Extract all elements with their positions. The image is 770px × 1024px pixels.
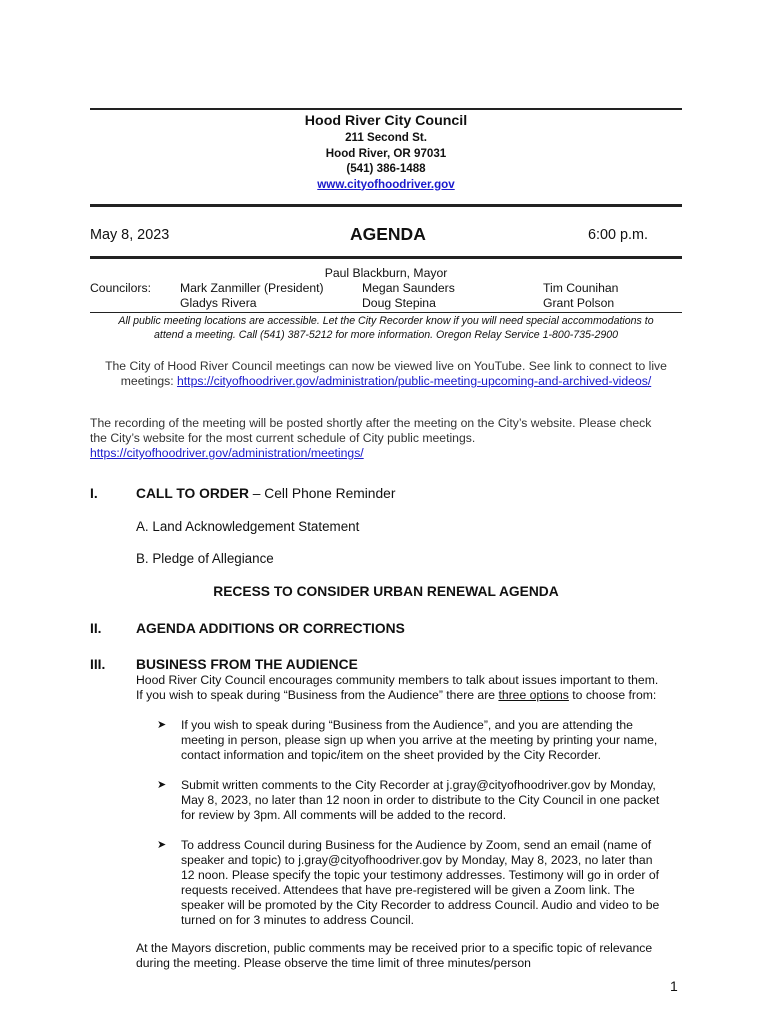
bullet-line: meeting in person, please sign up when you arrive at the meeting by printing your name, bbox=[181, 733, 658, 747]
councilor-name: Doug Stepina bbox=[362, 296, 436, 310]
arrow-bullet-icon: ➤ bbox=[157, 719, 167, 731]
councilor-name: Tim Counihan bbox=[543, 281, 619, 295]
bullet-line: requests received. Attendees that have pre-registered will be given a Zoom link. The bbox=[181, 883, 635, 897]
recording-line-1: The recording of the meeting will be posted shortly after the meeting on the City’s website. Please check bbox=[90, 416, 652, 430]
section-3-intro bbox=[136, 673, 696, 703]
mayor-name: Paul Blackburn, Mayor bbox=[324, 266, 448, 280]
bullet-line: May 8, 2023, no later than 12 noon in order to distribute to the City Council in one packet bbox=[181, 793, 660, 807]
recess-heading: RECESS TO CONSIDER URBAN RENEWAL AGENDA bbox=[213, 584, 559, 599]
option-zoom bbox=[181, 838, 681, 928]
agenda-subitem-a: A. Land Acknowledgement Statement bbox=[136, 519, 360, 534]
recording-line-2: the City’s website for the most current schedule of City public meetings. bbox=[90, 431, 476, 445]
recording-notice bbox=[90, 416, 690, 461]
option-written-comments bbox=[181, 778, 681, 823]
section-1-suffix: – Cell Phone Reminder bbox=[248, 486, 396, 501]
councilors-label: Councilors: bbox=[90, 281, 151, 295]
section-1-number: I. bbox=[90, 486, 98, 501]
arrow-bullet-icon: ➤ bbox=[157, 779, 167, 791]
closing-line-2: during the meeting. Please observe the time limit of three minutes/person bbox=[136, 956, 531, 970]
accessibility-notice bbox=[90, 314, 682, 342]
meeting-time: 6:00 p.m. bbox=[588, 227, 648, 243]
council-rule bbox=[90, 312, 682, 313]
section-3-intro-line-1: Hood River City Council encourages community members to talk about issues important to them. bbox=[136, 673, 659, 687]
agenda-top-rule bbox=[90, 204, 682, 207]
councilor-name: Grant Polson bbox=[543, 296, 615, 310]
section-2-title: AGENDA ADDITIONS OR CORRECTIONS bbox=[136, 621, 405, 636]
section-1-heading bbox=[136, 486, 395, 501]
three-options-text: three options bbox=[498, 688, 569, 702]
website-link[interactable]: www.cityofhoodriver.gov bbox=[317, 177, 455, 191]
address-line-1: 211 Second St. bbox=[345, 131, 427, 144]
address-line-2: Hood River, OR 97031 bbox=[325, 146, 447, 160]
section-3-intro-suffix: to choose from: bbox=[568, 688, 657, 702]
bullet-line: speaker and topic) to j.gray@cityofhoodriver.gov by Monday, May 8, 2023, no later than bbox=[181, 853, 653, 867]
phone-number: (541) 386-1488 bbox=[346, 162, 426, 175]
section-3-intro-prefix: If you wish to speak during “Business from the Audience” there are bbox=[136, 688, 499, 702]
councilor-name: Gladys Rivera bbox=[180, 296, 257, 310]
youtube-line-2-prefix: meetings: bbox=[120, 374, 178, 388]
section-2-number: II. bbox=[90, 621, 102, 636]
meetings-link[interactable]: https://cityofhoodriver.gov/administration/meetings/ bbox=[90, 446, 364, 460]
section-1-title: CALL TO ORDER bbox=[136, 486, 249, 501]
bullet-line: If you wish to speak during “Business from the Audience”, and you are attending the bbox=[181, 718, 633, 732]
bullet-line: turned on for 3 minutes to address Council. bbox=[181, 913, 415, 927]
councilor-name: Mark Zanmiller (President) bbox=[180, 281, 324, 295]
youtube-videos-link[interactable]: https://cityofhoodriver.gov/administration/public-meeting-upcoming-and-archived-videos/ bbox=[177, 374, 652, 388]
bullet-line: 12 noon. Please specify the topic your testimony addresses. Testimony will go in order of bbox=[181, 868, 660, 882]
option-in-person bbox=[181, 718, 681, 763]
section-3-title: BUSINESS FROM THE AUDIENCE bbox=[136, 657, 358, 672]
letterhead bbox=[90, 112, 682, 192]
councilor-name: Megan Saunders bbox=[362, 281, 455, 295]
accessibility-line-1: All public meeting locations are accessible. Let the City Recorder know if you will need special accommodations to bbox=[118, 315, 654, 327]
agenda-heading: AGENDA bbox=[350, 224, 426, 244]
closing-line-1: At the Mayors discretion, public comments may be received prior to a specific topic of relevance bbox=[136, 941, 653, 955]
bullet-line: contact information and topic/item on the sheet provided by the City Recorder. bbox=[181, 748, 602, 762]
bullet-line: speaker will be promoted by the City Recorder to address Council. Audio and video to be bbox=[181, 898, 660, 912]
council-title: Hood River City Council bbox=[304, 113, 468, 129]
bullet-line: for review by 3pm. All comments will be added to the record. bbox=[181, 808, 507, 822]
agenda-subitem-b: B. Pledge of Allegiance bbox=[136, 551, 274, 566]
page-number: 1 bbox=[670, 978, 678, 994]
mayor-discretion-note bbox=[136, 941, 696, 971]
youtube-line-1: The City of Hood River Council meetings can now be viewed live on YouTube. See link to connect to live bbox=[105, 359, 667, 373]
header-top-rule bbox=[90, 108, 682, 110]
accessibility-line-2: attend a meeting. Call (541) 387-5212 for more information. Oregon Relay Service 1-800-735-2900 bbox=[153, 329, 619, 341]
bullet-line: Submit written comments to the City Recorder at j.gray@cityofhoodriver.gov by Monday, bbox=[181, 778, 656, 792]
section-3-number: III. bbox=[90, 657, 106, 672]
youtube-notice bbox=[90, 359, 682, 389]
agenda-bottom-rule bbox=[90, 256, 682, 259]
meeting-date: May 8, 2023 bbox=[90, 227, 170, 243]
arrow-bullet-icon: ➤ bbox=[157, 839, 167, 851]
bullet-line: To address Council during Business for the Audience by Zoom, send an email (name of bbox=[181, 838, 652, 852]
